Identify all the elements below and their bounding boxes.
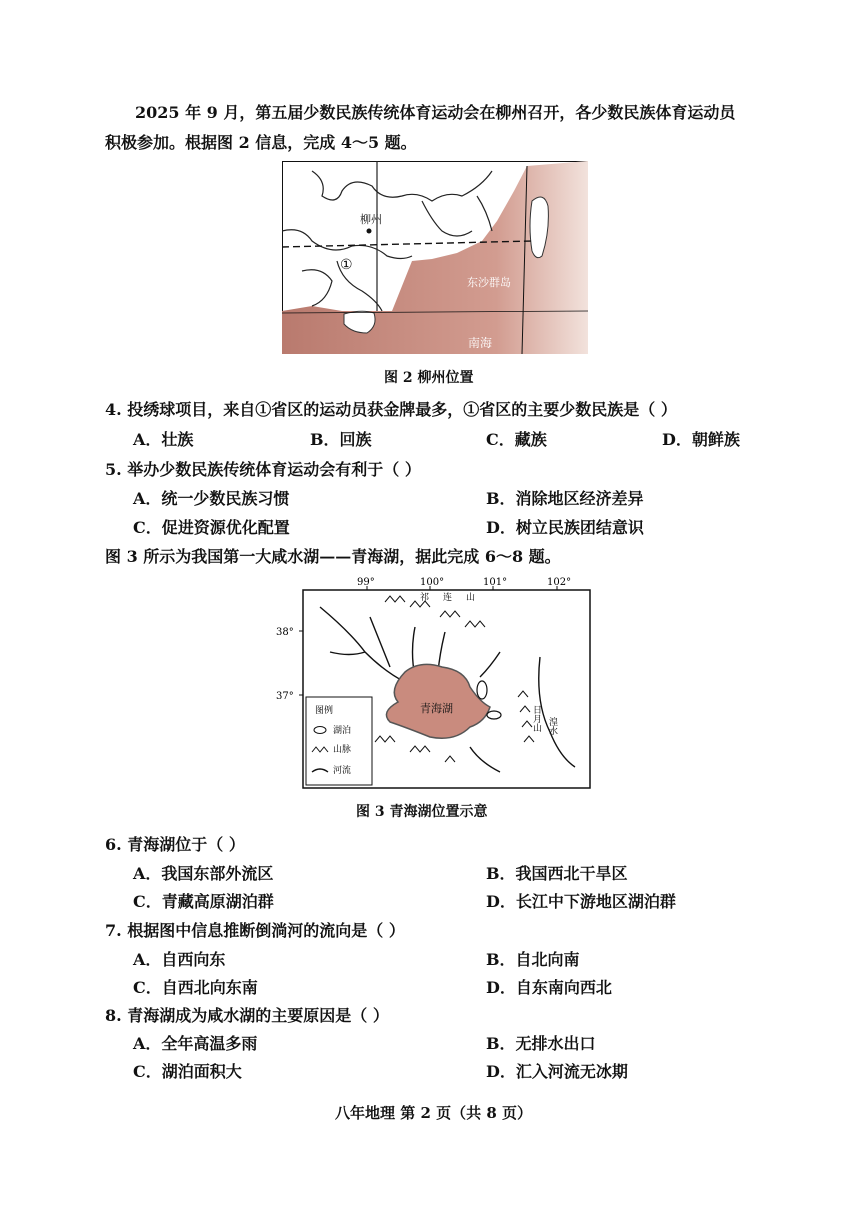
question-4: [105, 397, 677, 420]
question-4-text: 投绣球项目，来自①省区的运动员获金牌最多，①省区的主要少数民族是（ ）: [127, 400, 677, 419]
question-8-number: 8.: [105, 1006, 122, 1025]
lon-tick-101: 101°: [483, 577, 508, 588]
q6-option-a[interactable]: A．我国东部外流区: [133, 864, 274, 883]
question-6-number: 6.: [105, 835, 122, 854]
q8-option-d[interactable]: D．汇入河流无冰期: [486, 1062, 628, 1081]
question-6-text: 青海湖位于（ ）: [127, 835, 245, 854]
q8-option-c[interactable]: C．湖泊面积大: [133, 1062, 242, 1081]
intro-paragraph: [105, 98, 785, 158]
question-7: [105, 918, 405, 941]
q5-option-a[interactable]: A．统一少数民族习惯: [133, 489, 290, 508]
intro-line-1: 2025 年 9 月，第五届少数民族传统体育运动会在柳州召开，各少数民族体育运动员: [135, 103, 736, 122]
liuzhou-label: 柳州: [360, 213, 382, 226]
map2-legend: [306, 697, 372, 785]
liuzhou-location-map: [282, 161, 588, 354]
lat-tick-38: 38°: [276, 627, 294, 638]
q5-option-b[interactable]: B．消除地区经济差异: [486, 489, 644, 508]
intro-paragraph-2: 图 3 所示为我国第一大咸水湖——青海湖，据此完成 6～8 题。: [105, 547, 561, 566]
river-label-huangshui: 湟水: [547, 717, 557, 735]
nanhai-label: 南海: [468, 336, 493, 350]
liuzhou-dot: [367, 229, 372, 234]
q7-option-b[interactable]: B．自北向南: [486, 950, 580, 969]
question-7-text: 根据图中信息推断倒淌河的流向是（ ）: [127, 921, 405, 940]
question-7-number: 7.: [105, 921, 122, 940]
q8-option-a[interactable]: A．全年高温多雨: [133, 1034, 258, 1053]
q8-option-b[interactable]: B．无排水出口: [486, 1034, 596, 1053]
q5-option-d[interactable]: D．树立民族团结意识: [486, 518, 644, 537]
map2-caption: 图 3 青海湖位置示意: [356, 804, 488, 820]
q4-option-a[interactable]: A．壮族: [133, 430, 194, 449]
intro-line-2: 积极参加。根据图 2 信息，完成 4～5 题。: [105, 133, 417, 152]
legend-title: 图例: [315, 706, 334, 716]
lat-tick-37: 37°: [276, 691, 294, 702]
lon-tick-102: 102°: [547, 577, 572, 588]
question-5: [105, 457, 421, 480]
question-8-text: 青海湖成为咸水湖的主要原因是（ ）: [127, 1006, 389, 1025]
page-footer: 八年地理 第 2 页（共 8 页）: [335, 1104, 532, 1122]
q7-option-d[interactable]: D．自东南向西北: [486, 978, 612, 997]
lon-tick-99: 99°: [357, 577, 375, 588]
q6-option-b[interactable]: B．我国西北干旱区: [486, 864, 628, 883]
q7-option-c[interactable]: C．自西北向东南: [133, 978, 258, 997]
qinghai-lake-map: [270, 572, 600, 790]
q7-option-a[interactable]: A．自西向东: [133, 950, 226, 969]
q4-option-b[interactable]: B．回族: [310, 430, 372, 449]
dongsha-label: 东沙群岛: [467, 276, 511, 289]
q6-option-c[interactable]: C．青藏高原湖泊群: [133, 892, 274, 911]
q4-option-d[interactable]: D．朝鲜族: [662, 430, 740, 449]
mountain-label-riyue: 日月山: [531, 705, 541, 732]
legend-mountain-label: 山脉: [333, 745, 352, 755]
q6-option-d[interactable]: D．长江中下游地区湖泊群: [486, 892, 676, 911]
legend-lake-label: 湖泊: [333, 726, 352, 736]
mountain-label-qilian: 祁连山: [420, 593, 490, 603]
lon-tick-100: 100°: [420, 577, 445, 588]
question-5-number: 5.: [105, 460, 122, 479]
legend-lake-icon: [314, 727, 326, 734]
province-marker: ①: [340, 257, 353, 273]
q5-option-c[interactable]: C．促进资源优化配置: [133, 518, 290, 537]
question-8: [105, 1003, 389, 1026]
map1-caption: 图 2 柳州位置: [384, 370, 474, 386]
question-6: [105, 832, 245, 855]
lake-label: 青海湖: [420, 702, 453, 715]
question-5-text: 举办少数民族传统体育运动会有利于（ ）: [127, 460, 421, 479]
question-4-number: 4.: [105, 400, 122, 419]
q4-option-c[interactable]: C．藏族: [486, 430, 547, 449]
legend-river-label: 河流: [333, 766, 352, 776]
